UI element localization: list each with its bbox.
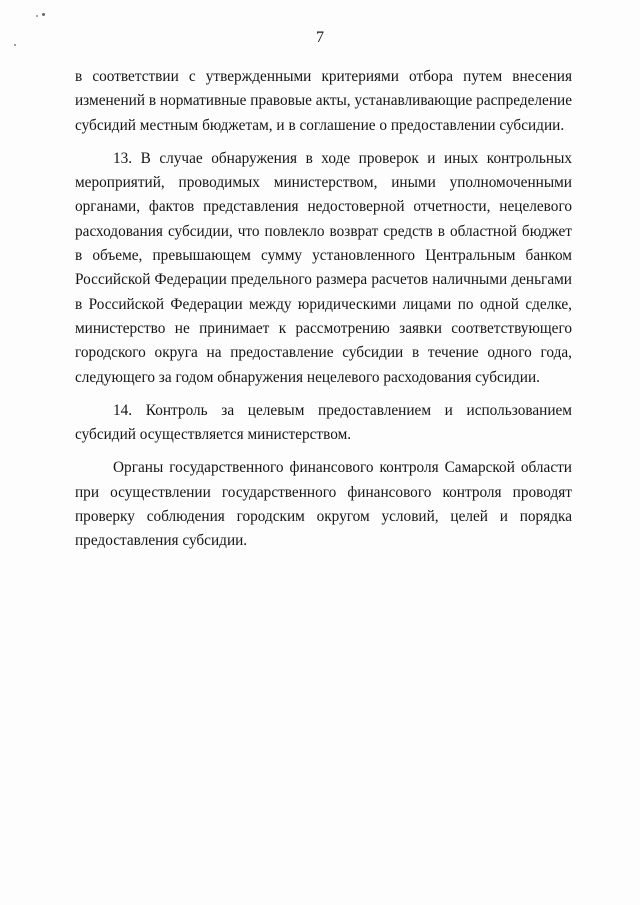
text-line: проверку соблюдения городским округом условий, целей и порядка (75, 508, 572, 526)
text-line: Российской Федерации предельного размера расчетов наличными деньгами (75, 271, 572, 289)
text-line: расходования субсидии, что повлекло возврат средств в областной бюджет (75, 222, 572, 240)
paragraph-13 (75, 147, 572, 390)
paragraph-1 (75, 65, 572, 138)
text-line: городского округа на предоставление субсидии в течение одного года, (75, 344, 572, 362)
text-line: следующего за годом обнаружения нецелевого расходования субсидии. (75, 368, 540, 386)
text-line: в Российской Федерации между юридическими лицами по одной сделке, (75, 295, 572, 313)
text-line: мероприятий, проводимых министерством, иными уполномоченными (75, 174, 572, 192)
text-line: Органы государственного финансового контроля Самарской области (113, 459, 572, 477)
text-line: в объеме, превышающем сумму установленного Центральным банком (75, 247, 572, 265)
document-body (75, 65, 572, 563)
text-line: субсидий местным бюджетам, и в соглашение о предоставлении субсидии. (75, 116, 565, 134)
scan-speck (42, 13, 45, 16)
page-number: 7 (316, 29, 324, 46)
text-line: изменений в нормативные правовые акты, устанавливающие распределение (75, 92, 572, 110)
text-line: субсидий осуществляется министерством. (75, 426, 352, 444)
text-line: при осуществлении государственного финансового контроля проводят (75, 483, 572, 501)
text-line: органами, фактов представления недостоверной отчетности, нецелевого (75, 198, 572, 216)
text-line: 13. В случае обнаружения в ходе проверок и иных контрольных (113, 149, 572, 167)
text-line: 14. Контроль за целевым предоставлением и использованием (113, 401, 572, 419)
text-line: в соответствии с утвержденными критериями отбора путем внесения (75, 68, 572, 85)
paragraph-14 (75, 399, 572, 448)
scan-speck (36, 15, 38, 17)
text-line: предоставления субсидии. (75, 532, 248, 550)
text-line: министерство не принимает к рассмотрению заявки соответствующего (75, 319, 572, 337)
paragraph-control-bodies (75, 456, 572, 553)
